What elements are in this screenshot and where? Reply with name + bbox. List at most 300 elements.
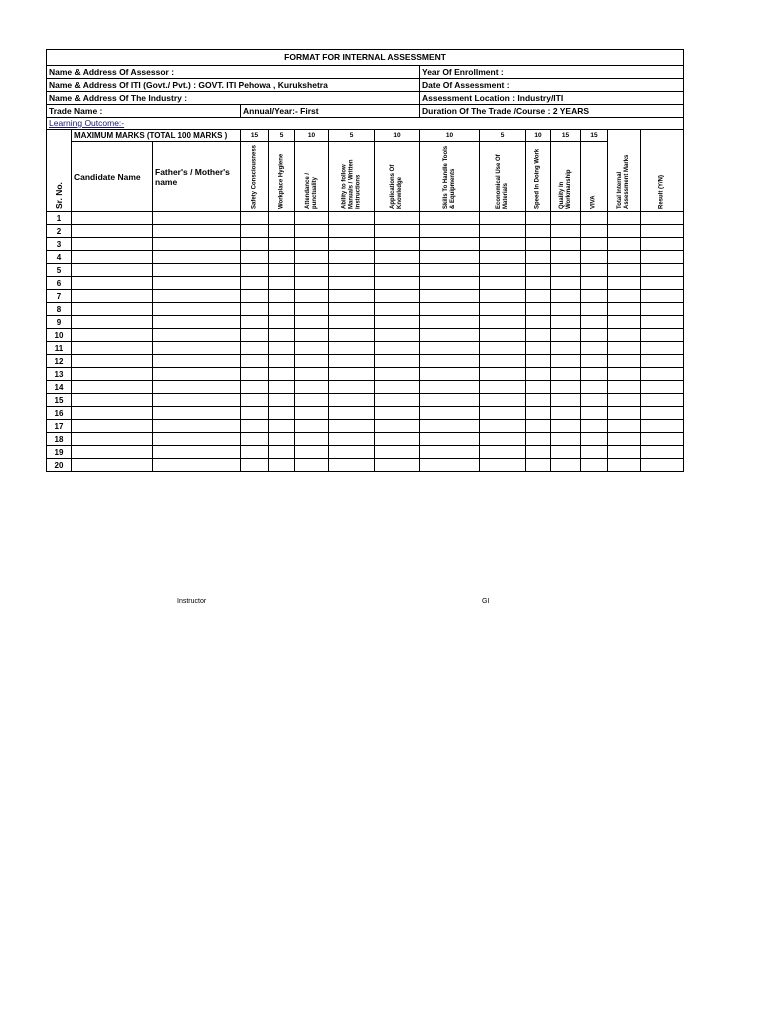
entry-cell[interactable] (608, 277, 641, 290)
entry-cell[interactable] (241, 446, 269, 459)
entry-cell[interactable] (551, 355, 581, 368)
entry-cell[interactable] (329, 212, 375, 225)
entry-cell[interactable] (329, 342, 375, 355)
entry-cell[interactable] (72, 290, 153, 303)
entry-cell[interactable] (72, 381, 153, 394)
entry-cell[interactable] (526, 459, 551, 472)
entry-cell[interactable] (526, 381, 551, 394)
entry-cell[interactable] (581, 407, 608, 420)
entry-cell[interactable] (480, 446, 526, 459)
entry-cell[interactable] (526, 290, 551, 303)
entry-cell[interactable] (269, 212, 295, 225)
entry-cell[interactable] (295, 381, 329, 394)
entry-cell[interactable] (329, 316, 375, 329)
entry-cell[interactable] (608, 342, 641, 355)
entry-cell[interactable] (608, 329, 641, 342)
entry-cell[interactable] (269, 303, 295, 316)
entry-cell[interactable] (551, 290, 581, 303)
entry-cell[interactable] (480, 225, 526, 238)
entry-cell[interactable] (375, 290, 420, 303)
entry-cell[interactable] (241, 290, 269, 303)
entry-cell[interactable] (641, 225, 684, 238)
entry-cell[interactable] (241, 329, 269, 342)
entry-cell[interactable] (153, 355, 241, 368)
entry-cell[interactable] (375, 407, 420, 420)
entry-cell[interactable] (641, 316, 684, 329)
entry-cell[interactable] (641, 303, 684, 316)
entry-cell[interactable] (581, 420, 608, 433)
entry-cell[interactable] (329, 238, 375, 251)
row-number: 8 (47, 303, 72, 316)
entry-cell[interactable] (526, 264, 551, 277)
entry-cell[interactable] (153, 407, 241, 420)
entry-cell[interactable] (608, 433, 641, 446)
entry-cell[interactable] (641, 212, 684, 225)
entry-cell[interactable] (375, 251, 420, 264)
entry-cell[interactable] (641, 329, 684, 342)
entry-cell[interactable] (480, 277, 526, 290)
table-row (47, 251, 684, 264)
row-number: 11 (47, 342, 72, 355)
entry-cell[interactable] (551, 433, 581, 446)
entry-cell[interactable] (269, 368, 295, 381)
entry-cell[interactable] (241, 212, 269, 225)
entry-cell[interactable] (269, 459, 295, 472)
entry-cell[interactable] (551, 264, 581, 277)
entry-cell[interactable] (375, 394, 420, 407)
criteria-header: Safety Consciousness (241, 142, 269, 212)
entry-cell[interactable] (295, 446, 329, 459)
entry-cell[interactable] (581, 368, 608, 381)
entry-cell[interactable] (295, 303, 329, 316)
entry-cell[interactable] (153, 316, 241, 329)
entry-cell[interactable] (241, 225, 269, 238)
criteria-header: Economical Use Of Materials (480, 142, 526, 212)
entry-cell[interactable] (420, 251, 480, 264)
entry-cell[interactable] (375, 355, 420, 368)
entry-cell[interactable] (72, 355, 153, 368)
entry-cell[interactable] (480, 290, 526, 303)
entry-cell[interactable] (581, 316, 608, 329)
entry-cell[interactable] (608, 238, 641, 251)
entry-cell[interactable] (526, 394, 551, 407)
entry-cell[interactable] (641, 381, 684, 394)
entry-cell[interactable] (420, 225, 480, 238)
entry-cell[interactable] (72, 264, 153, 277)
entry-cell[interactable] (72, 342, 153, 355)
entry-cell[interactable] (420, 290, 480, 303)
entry-cell[interactable] (526, 433, 551, 446)
entry-cell[interactable] (153, 433, 241, 446)
entry-cell[interactable] (295, 459, 329, 472)
entry-cell[interactable] (581, 459, 608, 472)
entry-cell[interactable] (72, 238, 153, 251)
entry-cell[interactable] (641, 277, 684, 290)
entry-cell[interactable] (420, 446, 480, 459)
entry-cell[interactable] (295, 407, 329, 420)
criteria-header: Ability to follow Manuals / Written instructions (329, 142, 375, 212)
entry-cell[interactable] (526, 225, 551, 238)
entry-cell[interactable] (72, 459, 153, 472)
entry-cell[interactable] (480, 264, 526, 277)
sr-no-header: Sr. No. (47, 142, 72, 212)
entry-cell[interactable] (329, 446, 375, 459)
entry-cell[interactable] (295, 264, 329, 277)
entry-cell[interactable] (480, 303, 526, 316)
entry-cell[interactable] (153, 446, 241, 459)
entry-cell[interactable] (295, 212, 329, 225)
entry-cell[interactable] (551, 316, 581, 329)
entry-cell[interactable] (329, 407, 375, 420)
entry-cell[interactable] (420, 277, 480, 290)
entry-cell[interactable] (641, 290, 684, 303)
entry-cell[interactable] (329, 251, 375, 264)
entry-cell[interactable] (241, 420, 269, 433)
entry-cell[interactable] (241, 316, 269, 329)
entry-cell[interactable] (329, 355, 375, 368)
entry-cell[interactable] (581, 277, 608, 290)
entry-cell[interactable] (241, 238, 269, 251)
entry-cell[interactable] (420, 238, 480, 251)
entry-cell[interactable] (295, 342, 329, 355)
entry-cell[interactable] (269, 433, 295, 446)
entry-cell[interactable] (269, 381, 295, 394)
entry-cell[interactable] (551, 381, 581, 394)
entry-cell[interactable] (329, 290, 375, 303)
entry-cell[interactable] (295, 251, 329, 264)
entry-cell[interactable] (153, 368, 241, 381)
entry-cell[interactable] (269, 290, 295, 303)
entry-cell[interactable] (551, 225, 581, 238)
entry-cell[interactable] (269, 329, 295, 342)
entry-cell[interactable] (608, 394, 641, 407)
entry-cell[interactable] (526, 368, 551, 381)
entry-cell[interactable] (375, 264, 420, 277)
entry-cell[interactable] (581, 238, 608, 251)
entry-cell[interactable] (641, 264, 684, 277)
entry-cell[interactable] (295, 329, 329, 342)
entry-cell[interactable] (153, 251, 241, 264)
entry-cell[interactable] (641, 394, 684, 407)
entry-cell[interactable] (526, 277, 551, 290)
entry-cell[interactable] (641, 433, 684, 446)
entry-cell[interactable] (241, 459, 269, 472)
entry-cell[interactable] (269, 394, 295, 407)
entry-cell[interactable] (581, 290, 608, 303)
entry-cell[interactable] (480, 394, 526, 407)
entry-cell[interactable] (551, 251, 581, 264)
entry-cell[interactable] (480, 355, 526, 368)
entry-cell[interactable] (641, 459, 684, 472)
entry-cell[interactable] (581, 381, 608, 394)
entry-cell[interactable] (375, 342, 420, 355)
entry-cell[interactable] (420, 329, 480, 342)
entry-cell[interactable] (581, 329, 608, 342)
entry-cell[interactable] (608, 316, 641, 329)
entry-cell[interactable] (581, 342, 608, 355)
entry-cell[interactable] (420, 433, 480, 446)
entry-cell[interactable] (375, 420, 420, 433)
entry-cell[interactable] (295, 368, 329, 381)
learning-outcome: Learning Outcome:- (47, 118, 684, 130)
entry-cell[interactable] (72, 316, 153, 329)
entry-cell[interactable] (295, 394, 329, 407)
entry-cell[interactable] (526, 238, 551, 251)
table-row (47, 316, 684, 329)
entry-cell[interactable] (72, 446, 153, 459)
entry-cell[interactable] (153, 225, 241, 238)
entry-cell[interactable] (608, 368, 641, 381)
entry-cell[interactable] (295, 277, 329, 290)
entry-cell[interactable] (72, 368, 153, 381)
entry-cell[interactable] (420, 368, 480, 381)
entry-cell[interactable] (375, 459, 420, 472)
entry-cell[interactable] (269, 342, 295, 355)
entry-cell[interactable] (526, 316, 551, 329)
entry-cell[interactable] (329, 433, 375, 446)
entry-cell[interactable] (641, 407, 684, 420)
entry-cell[interactable] (608, 290, 641, 303)
entry-cell[interactable] (480, 433, 526, 446)
entry-cell[interactable] (581, 394, 608, 407)
entry-cell[interactable] (375, 277, 420, 290)
entry-cell[interactable] (241, 394, 269, 407)
entry-cell[interactable] (551, 303, 581, 316)
entry-cell[interactable] (153, 381, 241, 394)
entry-cell[interactable] (375, 433, 420, 446)
entry-cell[interactable] (295, 238, 329, 251)
entry-cell[interactable] (480, 381, 526, 394)
entry-cell[interactable] (420, 381, 480, 394)
entry-cell[interactable] (608, 407, 641, 420)
entry-cell[interactable] (375, 225, 420, 238)
entry-cell[interactable] (153, 238, 241, 251)
entry-cell[interactable] (72, 303, 153, 316)
entry-cell[interactable] (72, 407, 153, 420)
entry-cell[interactable] (329, 394, 375, 407)
entry-cell[interactable] (608, 420, 641, 433)
entry-cell[interactable] (269, 355, 295, 368)
entry-cell[interactable] (72, 212, 153, 225)
entry-cell[interactable] (295, 355, 329, 368)
entry-cell[interactable] (581, 212, 608, 225)
entry-cell[interactable] (608, 251, 641, 264)
entry-cell[interactable] (269, 277, 295, 290)
row-number: 20 (47, 459, 72, 472)
entry-cell[interactable] (375, 316, 420, 329)
entry-cell[interactable] (551, 394, 581, 407)
entry-cell[interactable] (608, 381, 641, 394)
entry-cell[interactable] (241, 342, 269, 355)
entry-cell[interactable] (72, 420, 153, 433)
entry-cell[interactable] (269, 316, 295, 329)
entry-cell[interactable] (608, 264, 641, 277)
entry-cell[interactable] (295, 420, 329, 433)
entry-cell[interactable] (295, 433, 329, 446)
entry-cell[interactable] (608, 446, 641, 459)
entry-cell[interactable] (295, 316, 329, 329)
entry-cell[interactable] (551, 420, 581, 433)
entry-cell[interactable] (153, 277, 241, 290)
entry-cell[interactable] (72, 433, 153, 446)
entry-cell[interactable] (526, 420, 551, 433)
entry-cell[interactable] (641, 251, 684, 264)
entry-cell[interactable] (526, 251, 551, 264)
entry-cell[interactable] (551, 446, 581, 459)
entry-cell[interactable] (581, 264, 608, 277)
entry-cell[interactable] (420, 303, 480, 316)
entry-cell[interactable] (641, 355, 684, 368)
entry-cell[interactable] (641, 420, 684, 433)
entry-cell[interactable] (608, 212, 641, 225)
entry-cell[interactable] (329, 368, 375, 381)
entry-cell[interactable] (641, 342, 684, 355)
entry-cell[interactable] (72, 394, 153, 407)
criteria-header: Quality In Workmanship (551, 142, 581, 212)
entry-cell[interactable] (72, 251, 153, 264)
entry-cell[interactable] (329, 264, 375, 277)
entry-cell[interactable] (420, 264, 480, 277)
entry-cell[interactable] (329, 303, 375, 316)
entry-cell[interactable] (153, 329, 241, 342)
entry-cell[interactable] (375, 381, 420, 394)
entry-cell[interactable] (526, 446, 551, 459)
entry-cell[interactable] (608, 303, 641, 316)
entry-cell[interactable] (420, 420, 480, 433)
table-row (47, 290, 684, 303)
entry-cell[interactable] (551, 238, 581, 251)
entry-cell[interactable] (153, 303, 241, 316)
entry-cell[interactable] (581, 225, 608, 238)
entry-cell[interactable] (375, 368, 420, 381)
entry-cell[interactable] (480, 407, 526, 420)
entry-cell[interactable] (329, 277, 375, 290)
entry-cell[interactable] (241, 277, 269, 290)
entry-cell[interactable] (241, 264, 269, 277)
entry-cell[interactable] (269, 238, 295, 251)
entry-cell[interactable] (551, 459, 581, 472)
entry-cell[interactable] (526, 407, 551, 420)
row-number: 9 (47, 316, 72, 329)
entry-cell[interactable] (420, 342, 480, 355)
entry-cell[interactable] (480, 212, 526, 225)
year-enrollment-field: Year Of Enrollment : (420, 66, 684, 79)
entry-cell[interactable] (480, 238, 526, 251)
entry-cell[interactable] (480, 368, 526, 381)
entry-cell[interactable] (551, 342, 581, 355)
entry-cell[interactable] (241, 355, 269, 368)
entry-cell[interactable] (295, 225, 329, 238)
entry-cell[interactable] (551, 329, 581, 342)
entry-cell[interactable] (241, 368, 269, 381)
table-row (47, 355, 684, 368)
entry-cell[interactable] (153, 459, 241, 472)
entry-cell[interactable] (526, 212, 551, 225)
entry-cell[interactable] (581, 433, 608, 446)
entry-cell[interactable] (295, 290, 329, 303)
entry-cell[interactable] (608, 225, 641, 238)
entry-cell[interactable] (375, 212, 420, 225)
entry-cell[interactable] (641, 446, 684, 459)
entry-cell[interactable] (269, 407, 295, 420)
entry-cell[interactable] (551, 407, 581, 420)
table-row (47, 277, 684, 290)
entry-cell[interactable] (269, 264, 295, 277)
entry-cell[interactable] (526, 329, 551, 342)
entry-cell[interactable] (72, 329, 153, 342)
entry-cell[interactable] (269, 420, 295, 433)
entry-cell[interactable] (581, 303, 608, 316)
total-marks-header: Total Internal Assessment Marks (608, 142, 641, 212)
entry-cell[interactable] (153, 420, 241, 433)
entry-cell[interactable] (420, 355, 480, 368)
entry-cell[interactable] (269, 225, 295, 238)
entry-cell[interactable] (526, 355, 551, 368)
entry-cell[interactable] (153, 342, 241, 355)
entry-cell[interactable] (480, 420, 526, 433)
entry-cell[interactable] (329, 329, 375, 342)
entry-cell[interactable] (480, 316, 526, 329)
entry-cell[interactable] (153, 264, 241, 277)
entry-cell[interactable] (581, 355, 608, 368)
entry-cell[interactable] (329, 381, 375, 394)
assessment-location-field: Assessment Location : Industry/ITI (420, 92, 684, 105)
table-row (47, 303, 684, 316)
entry-cell[interactable] (480, 329, 526, 342)
entry-cell[interactable] (375, 238, 420, 251)
entry-cell[interactable] (241, 251, 269, 264)
entry-cell[interactable] (153, 212, 241, 225)
entry-cell[interactable] (269, 446, 295, 459)
entry-cell[interactable] (72, 225, 153, 238)
entry-cell[interactable] (375, 446, 420, 459)
entry-cell[interactable] (420, 394, 480, 407)
entry-cell[interactable] (641, 368, 684, 381)
entry-cell[interactable] (72, 277, 153, 290)
entry-cell[interactable] (329, 420, 375, 433)
entry-cell[interactable] (608, 355, 641, 368)
entry-cell[interactable] (641, 238, 684, 251)
entry-cell[interactable] (153, 394, 241, 407)
entry-cell[interactable] (241, 381, 269, 394)
entry-cell[interactable] (480, 342, 526, 355)
entry-cell[interactable] (375, 329, 420, 342)
entry-cell[interactable] (551, 368, 581, 381)
entry-cell[interactable] (581, 251, 608, 264)
entry-cell[interactable] (608, 459, 641, 472)
entry-cell[interactable] (241, 433, 269, 446)
entry-cell[interactable] (581, 446, 608, 459)
entry-cell[interactable] (420, 316, 480, 329)
entry-cell[interactable] (269, 251, 295, 264)
entry-cell[interactable] (551, 212, 581, 225)
criteria-header: Applications Of Knowledge (375, 142, 420, 212)
entry-cell[interactable] (480, 251, 526, 264)
entry-cell[interactable] (526, 303, 551, 316)
entry-cell[interactable] (241, 303, 269, 316)
entry-cell[interactable] (420, 212, 480, 225)
entry-cell[interactable] (153, 290, 241, 303)
entry-cell[interactable] (420, 407, 480, 420)
entry-cell[interactable] (420, 459, 480, 472)
entry-cell[interactable] (241, 407, 269, 420)
entry-cell[interactable] (551, 277, 581, 290)
entry-cell[interactable] (480, 459, 526, 472)
entry-cell[interactable] (329, 459, 375, 472)
entry-cell[interactable] (329, 225, 375, 238)
entry-cell[interactable] (526, 342, 551, 355)
entry-cell[interactable] (375, 303, 420, 316)
